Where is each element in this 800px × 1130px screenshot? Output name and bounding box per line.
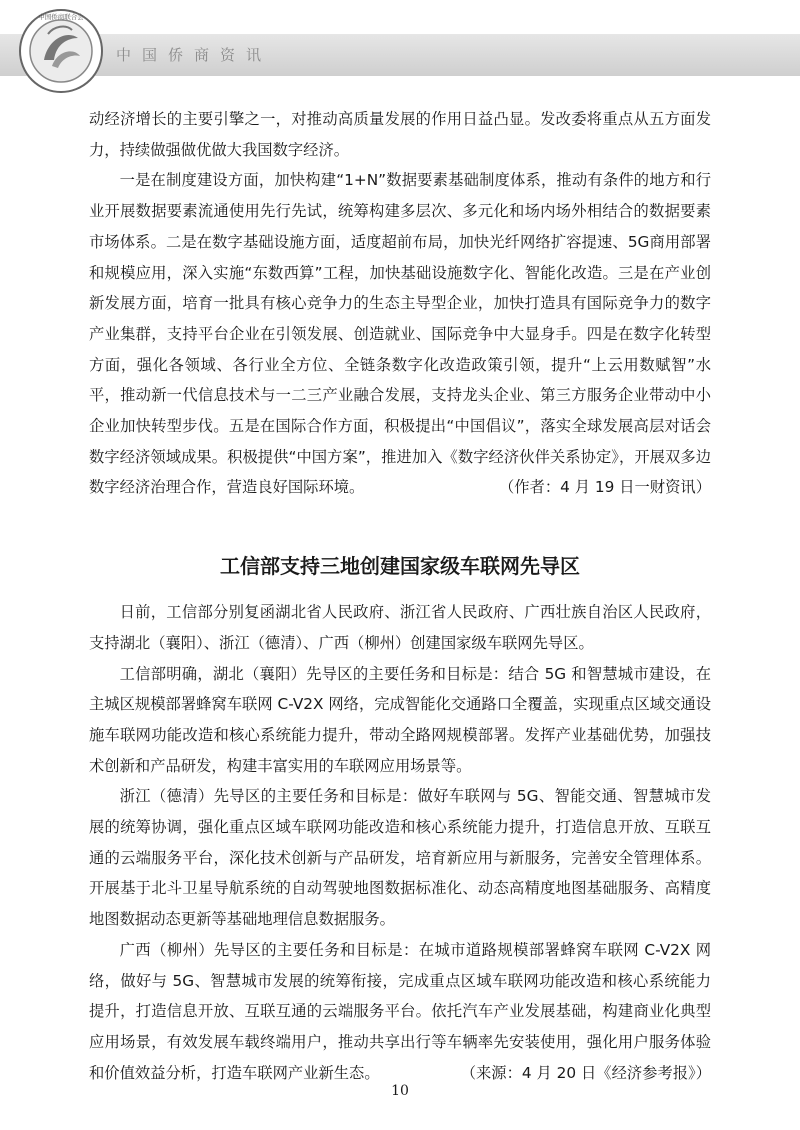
article2-source: （来源：4 月 20 日《经济参考报》） [460, 1063, 711, 1082]
article2-paragraph: 广西（柳州）先导区的主要任务和目标是：在城市道路规模部署蜂窝车联网 C-V2X 网络，做好与 5G、智慧城市发展的统筹衔接，完成重点区域车联网功能改造和核心系统能力提升，打造信息开放、互联互通的云端服务平台。依托汽车产业发展基础，构建商业化典型应用场景，有效发展车载终端用户，推动共享出行等车辆率先安装使用，强化用户服务体验和价值效益分析，打造车联网产业新生态。 [89, 940, 711, 1082]
article1-paragraph-continued: 动经济增长的主要引擎之一，对推动高质量发展的作用日益凸显。发改委将重点从五方面发力，持续做强做优做大我国数字经济。 [89, 110, 711, 159]
article2-paragraph: 日前，工信部分别复函湖北省人民政府、浙江省人民政府、广西壮族自治区人民政府，支持湖北（襄阳）、浙江（德清）、广西（柳州）创建国家级车联网先导区。 [89, 603, 711, 652]
page-content [89, 104, 711, 1088]
page-number: 10 [391, 1083, 409, 1099]
article2-paragraph: 浙江（德清）先导区的主要任务和目标是：做好车联网与 5G、智能交通、智慧城市发展的统筹协调，强化重点区域车联网功能改造和核心系统能力提升，打造信息开放、互联互通的云端服务平台，深化技术创新与产品研发，培育新应用与新服务，完善安全管理体系。开展基于北斗卫星导航系统的自动驾驶地图数据标准化、动态高精度地图基础服务、高精度地图数据动态更新等基础地理信息数据服务。 [89, 787, 711, 929]
article2-title: 工信部支持三地创建国家级车联网先导区 [220, 554, 580, 579]
article1-source: （作者：4 月 19 日一财资讯） [498, 478, 711, 497]
svg-text:中国侨商联合会: 中国侨商联合会 [38, 13, 84, 21]
publication-logo [18, 8, 104, 94]
header-title: 中国侨商资讯 [116, 46, 273, 64]
article2-paragraph: 工信部明确，湖北（襄阳）先导区的主要任务和目标是：结合 5G 和智慧城市建设，在主城区规模部署蜂窝车联网 C-V2X 网络，完成智能化交通路口全覆盖，实现重点区域交通设施车联网功能改造和核心系统能力提升，带动全路网规模部署。发挥产业基础优势，加强技术创新和产品研发，构建丰富实用的车联网应用场景等。 [89, 664, 711, 775]
article1-paragraph: 一是在制度建设方面，加快构建“1+N”数据要素基础制度体系，推动有条件的地方和行业开展数据要素流通使用先行先试，统筹构建多层次、多元化和场内场外相结合的数据要素市场体系。二是在数字基础设施方面，适度超前布局，加快光纤网络扩容提速、5G商用部署和规模应用，深入实施“东数西算”工程，加快基础设施数字化、智能化改造。三是在产业创新发展方面，培育一批具有核心竞争力的生态主导型企业，加快打造具有国际竞争力的数字产业集群，支持平台企业在引领发展、创造就业、国际竞争中大显身手。四是在数字化转型方面，强化各领域、各行业全方位、全链条数字化改造政策引领，提升“上云用数赋智”水平，推动新一代信息技术与一二三产业融合发展，支持龙头企业、第三方服务企业带动中小企业加快转型步伐。五是在国际合作方面，积极提出“中国倡议”，落实全球发展高层对话会数字经济领域成果。积极提供“中国方案”，推进加入《数字经济伙伴关系协定》，开展双多边数字经济治理合作，营造良好国际环境。 [89, 171, 711, 497]
